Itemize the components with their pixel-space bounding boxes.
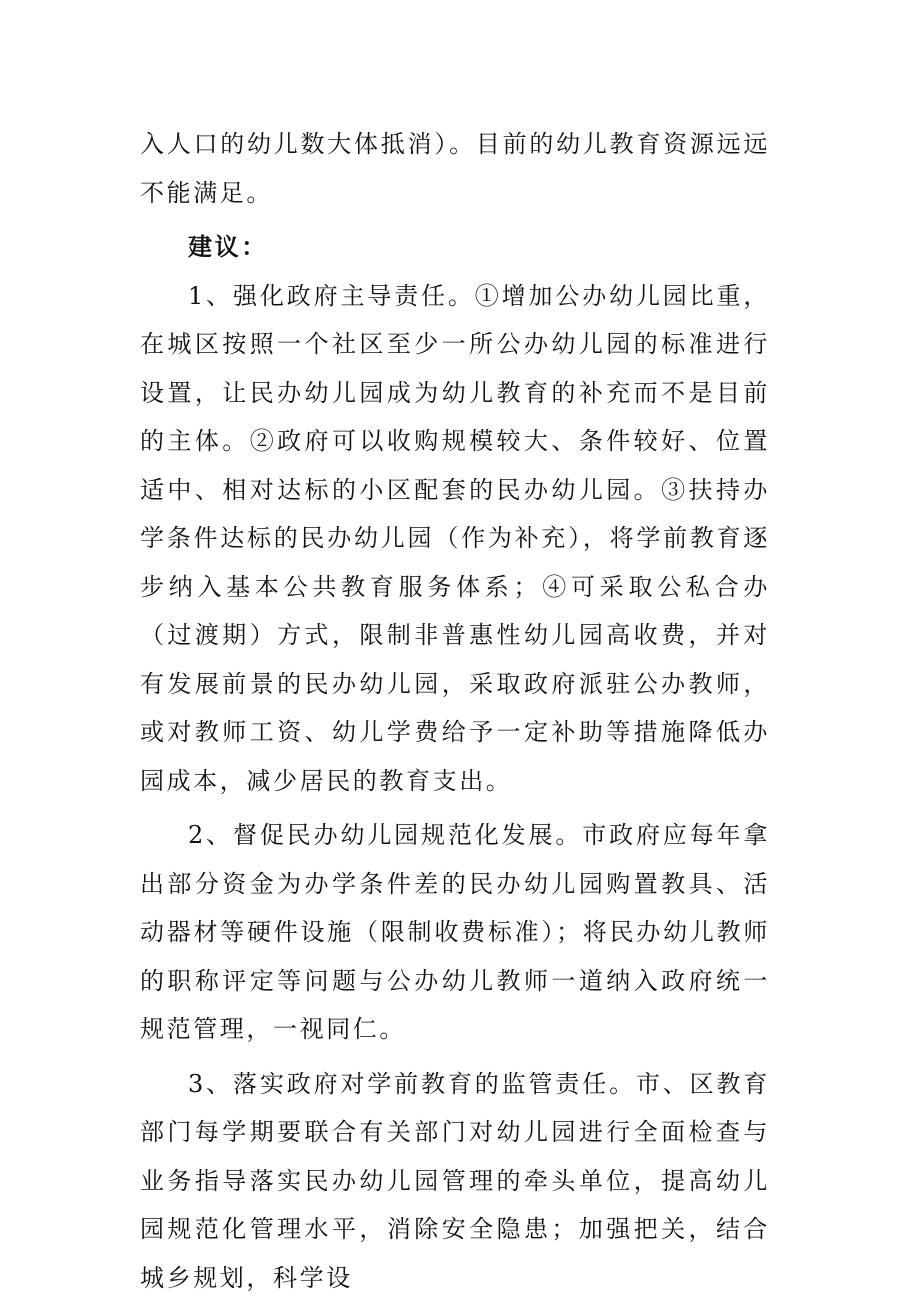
paragraph-suggestion-2: 2、督促民办幼儿园规范化发展。市政府应每年拿出部分资金为办学条件差的民办幼儿园购置教具、活动器材等硬件设施（限制收费标准）；将民办幼儿教师的职称评定等问题与公办幼儿教师一道纳入政府统一规范管理，一视同仁。 xyxy=(140,811,770,1054)
paragraph-continuation: 入人口的幼儿数大体抵消）。目前的幼儿教育资源远远不能满足。 xyxy=(140,120,770,217)
paragraph-suggestion-3: 3、落实政府对学前教育的监管责任。市、区教育部门每学期要联合有关部门对幼儿园进行全面检查与业务指导落实民办幼儿园管理的牵头单位，提高幼儿园规范化管理水平，消除安全隐患；加强把关，结合城乡规划，科学设 xyxy=(140,1060,770,1302)
section-heading: 建议： xyxy=(140,223,770,272)
document-body xyxy=(140,120,770,1302)
paragraph-suggestion-1: 1、强化政府主导责任。①增加公办幼儿园比重，在城区按照一个社区至少一所公办幼儿园的标准进行设置，让民办幼儿园成为幼儿教育的补充而不是目前的主体。②政府可以收购规模较大、条件较好、位置适中、相对达标的小区配套的民办幼儿园。③扶持办学条件达标的民办幼儿园（作为补充），将学前教育逐步纳入基本公共教育服务体系；④可采取公私合办（过渡期）方式，限制非普惠性幼儿园高收费，并对有发展前景的民办幼儿园，采取政府派驻公办教师，或对教师工资、幼儿学费给予一定补助等措施降低办园成本，减少居民的教育支出。 xyxy=(140,272,770,806)
